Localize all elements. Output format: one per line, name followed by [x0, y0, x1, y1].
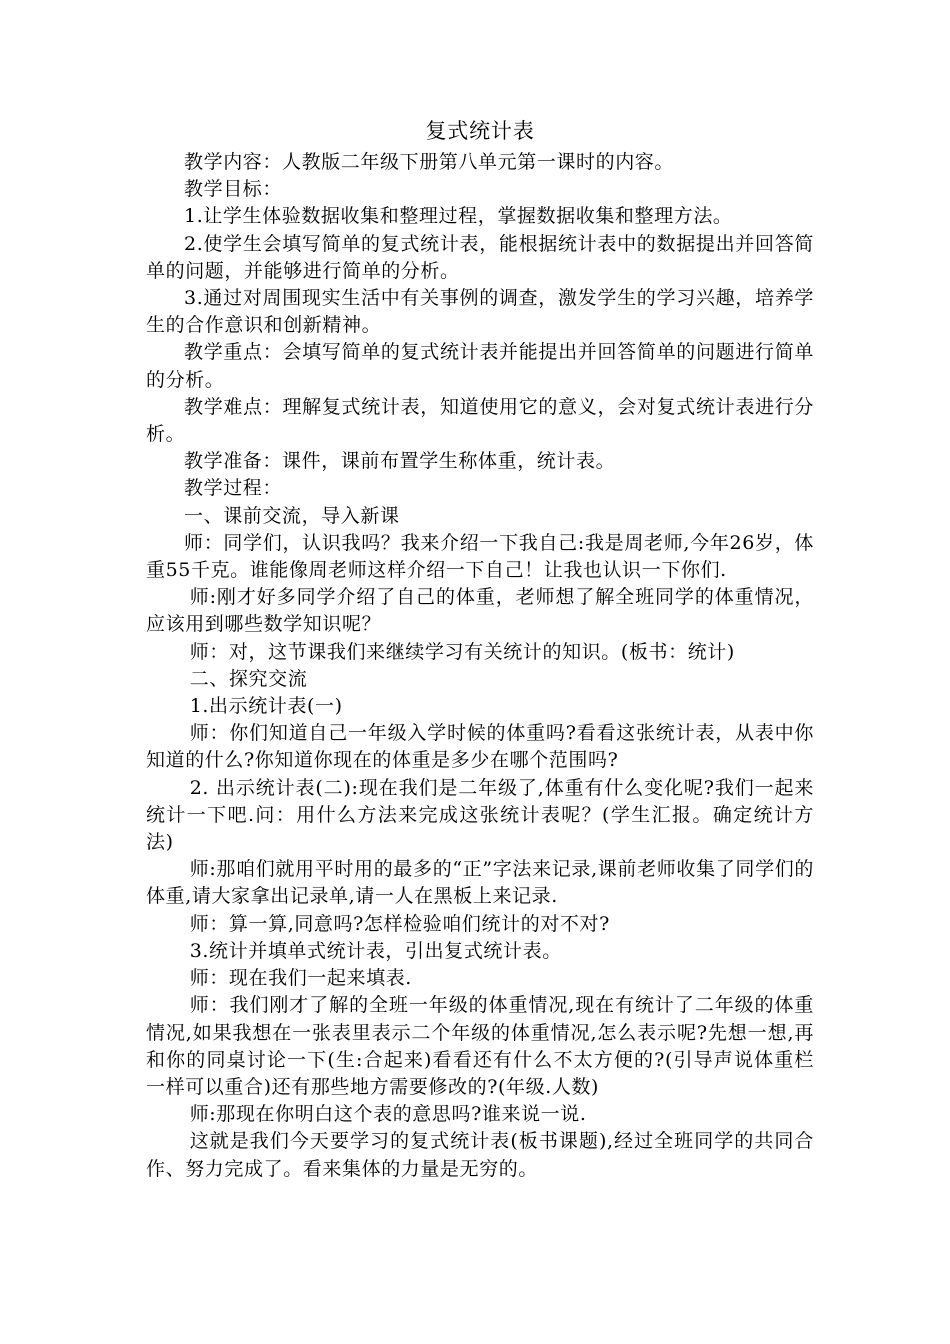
paragraph-teacher-intro: 师：同学们，认识我吗？我来介绍一下我自己:我是周老师,今年26岁，体重55千克。谁能像周老师这样介绍一下自己！让我也认识一下你们. — [146, 531, 814, 582]
paragraph-process-heading: 教学过程： — [184, 477, 283, 500]
paragraph-verify: 师：算一算,同意吗?怎样检验咱们统计的对不对? — [189, 912, 610, 935]
paragraph-fill-table: 师：现在我们一起来填表. — [189, 967, 412, 990]
paragraph-step-3: 3.统计并填单式统计表，引出复式统计表。 — [189, 939, 562, 962]
paragraph-teacher-question: 师:刚才好多同学介绍了自己的体重，老师想了解全班同学的体重情况，应该用到哪些数学知识呢？ — [146, 586, 814, 636]
paragraph-content: 教学内容：人教版二年级下册第八单元第一课时的内容。 — [184, 151, 675, 173]
paragraph-objectives-heading: 教学目标： — [184, 178, 283, 201]
paragraph-objective-2: 2.使学生会填写简单的复式统计表，能根据统计表中的数据提出并回答简单的问题，并能够进行简单的分析。 — [146, 232, 814, 282]
paragraph-objective-1: 1.让学生体验数据收集和整理过程，掌握数据收集和整理方法。 — [184, 205, 733, 228]
paragraph-combine-tables: 师：我们刚才了解的全班一年级的体重情况,现在有统计了二年级的体重情况,如果我想在一张表里表示二个年级的体重情况,怎么表示呢?先想一想,再和你的同桌讨论一下(生:合起来)看看还有什么不太方便的?(引导声说体重栏一样可以重合)还有那些地方需要修改的?(年级.人数) — [146, 994, 814, 1098]
paragraph-table-1-question: 师：你们知道自己一年级入学时候的体重吗?看看这张统计表，从表中你知道的什么?你知道你现在的体重是多少在哪个范围吗? — [146, 722, 814, 772]
paragraph-explain-table: 师:那现在你明白这个表的意思吗?谁来说一说. — [189, 1103, 587, 1126]
paragraph-section-2-heading: 二、探究交流 — [189, 667, 308, 690]
paragraph-teacher-statistics: 师：对，这节课我们来继续学习有关统计的知识。(板书：统计) — [189, 640, 735, 663]
paragraph-preparation: 教学准备：课件，课前布置学生称体重，统计表。 — [184, 450, 616, 473]
paragraph-objective-3: 3.通过对周围现实生活中有关事例的调查，激发学生的学习兴趣，培养学生的合作意识和创新精神。 — [146, 287, 814, 337]
paragraph-key-points: 教学重点：会填写简单的复式统计表并能提出并回答简单的问题进行简单的分析。 — [146, 341, 814, 391]
paragraph-table-1: 1.出示统计表(一) — [189, 695, 343, 718]
document-title: 复式统计表 — [425, 119, 535, 143]
paragraph-table-2: 2. 出示统计表(二):现在我们是二年级了,体重有什么变化呢?我们一起来统计一下吧.问：用什么方法来完成这张统计表呢？(学生汇报。确定统计方法) — [146, 776, 814, 854]
paragraph-difficulties: 教学难点：理解复式统计表，知道使用它的意义，会对复式统计表进行分析。 — [146, 395, 814, 446]
paragraph-section-1-heading: 一、课前交流，导入新课 — [184, 504, 400, 527]
paragraph-zheng-method: 师:那咱们就用平时用的最多的“正”字法来记录,课前老师收集了同学们的体重,请大家拿出记录单,请一人在黑板上来记录. — [146, 858, 814, 908]
document-page — [146, 114, 814, 1183]
paragraph-conclusion: 这就是我们今天要学习的复式统计表(板书课题),经过全班同学的共同合作、努力完成了。看来集体的力量是无穷的。 — [146, 1130, 814, 1180]
